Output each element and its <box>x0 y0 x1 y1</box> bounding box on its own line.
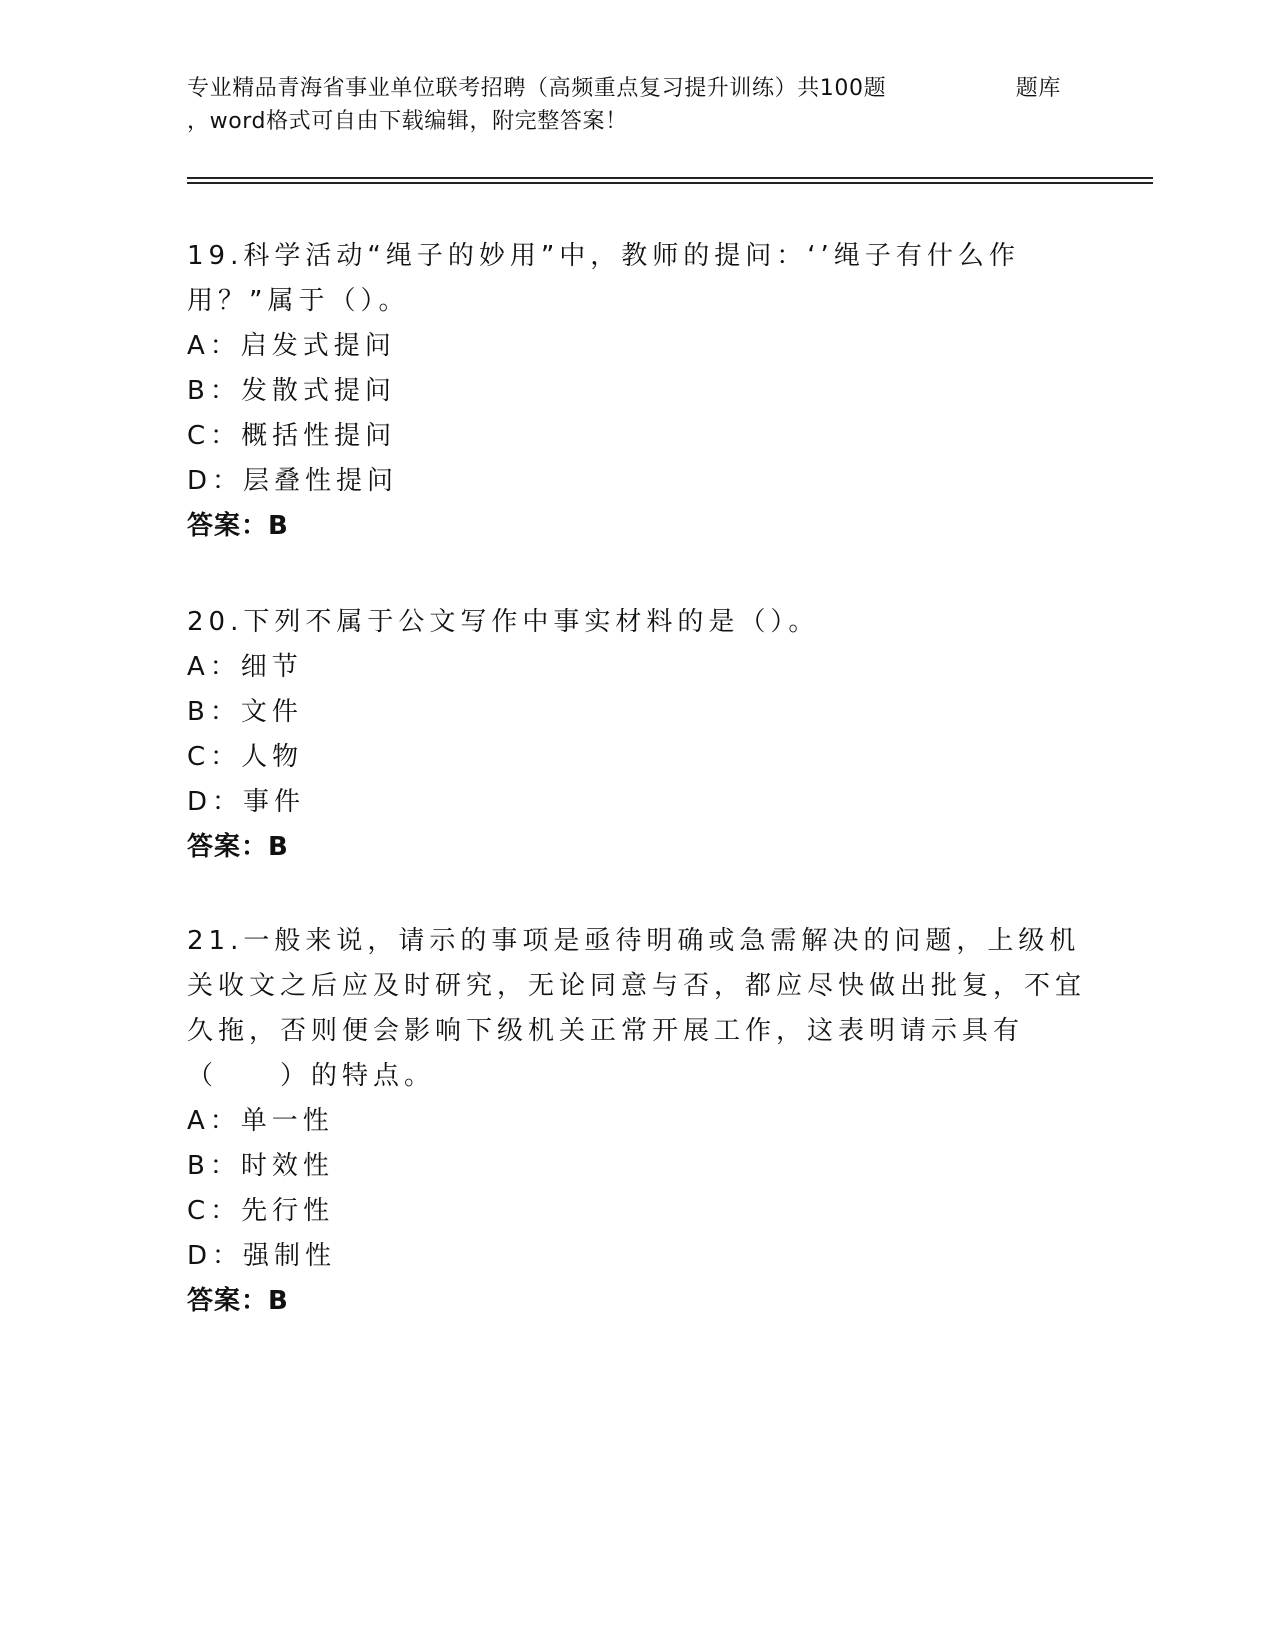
header-title: 专业精品青海省事业单位联考招聘（高频重点复习提升训练）共100题 <box>187 76 887 101</box>
option-a: A：启发式提问 <box>187 331 396 361</box>
question-21 <box>187 919 1087 1324</box>
header-title-tail: 题库 <box>1015 76 1061 101</box>
header-subtitle: ，word格式可自由下载编辑，附完整答案！ <box>187 109 628 134</box>
question-19 <box>187 234 1087 549</box>
question-stem: 20.下列不属于公文写作中事实材料的是（）。 <box>187 607 820 637</box>
option-a: A：单一性 <box>187 1106 334 1136</box>
question-stem: 21.一般来说，请示的事项是亟待明确或急需解决的问题，上级机关收文之后应及时研究，无论同意与否，都应尽快做出批复，不宜久拖，否则便会影响下级机关正常开展工作，这表明请示具有（ ）的特点。 <box>187 926 1087 1091</box>
option-b: B：文件 <box>187 697 303 727</box>
answer: 答案：B <box>187 832 289 862</box>
question-20 <box>187 600 1087 870</box>
option-a: A：细节 <box>187 652 303 682</box>
header-divider-top <box>187 177 1153 179</box>
question-stem: 19.科学活动“绳子的妙用”中，教师的提问：‘’绳子有什么作用？”属于（）。 <box>187 241 1020 316</box>
option-c: C：人物 <box>187 742 304 772</box>
answer: 答案：B <box>187 1286 289 1316</box>
option-b: B：时效性 <box>187 1151 334 1181</box>
header-divider-bottom <box>187 182 1153 184</box>
option-b: B：发散式提问 <box>187 376 396 406</box>
option-c: C：概括性提问 <box>187 421 397 451</box>
option-d: D：强制性 <box>187 1241 337 1271</box>
option-d: D：事件 <box>187 787 306 817</box>
header-line-1 <box>187 72 1147 105</box>
document-header <box>187 72 1147 138</box>
option-d: D：层叠性提问 <box>187 466 399 496</box>
answer: 答案：B <box>187 511 289 541</box>
option-c: C：先行性 <box>187 1196 335 1226</box>
